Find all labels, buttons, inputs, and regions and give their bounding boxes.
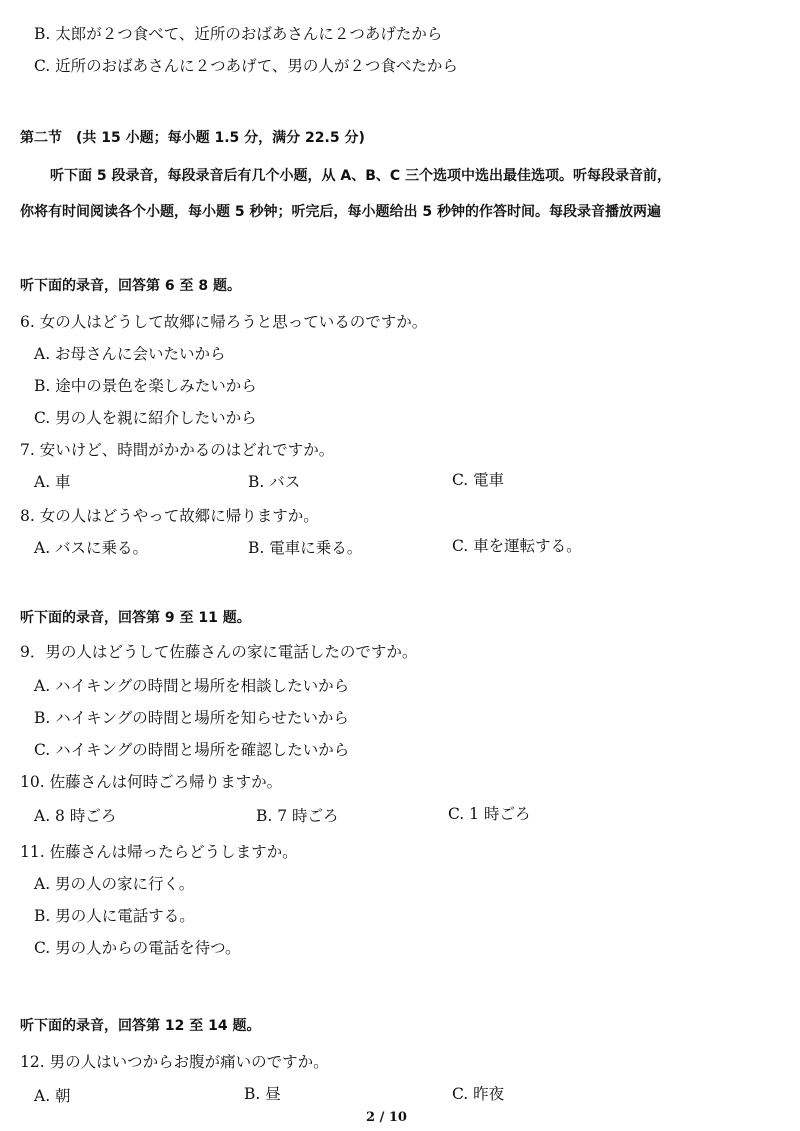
question-9-option-b: B. ハイキングの時間と場所を知らせたいから (34, 709, 349, 727)
question-6-option-c: C. 男の人を親に紹介したいから (34, 409, 257, 427)
page-number: 2 / 10 (366, 1110, 407, 1125)
group-intro-12-14: 听下面的录音，回答第 12 至 14 题。 (20, 1018, 261, 1034)
question-10-option-a: A. 8 時ごろ (34, 807, 117, 825)
question-11-option-a: A. 男の人の家に行く。 (34, 875, 195, 893)
question-10-option-b: B. 7 時ごろ (256, 807, 339, 825)
question-12-stem: 12. 男の人はいつからお腹が痛いのですか。 (20, 1053, 329, 1071)
option-b-prev: B. 太郎が２つ食べて、近所のおばあさんに２つあげたから (34, 25, 443, 43)
question-11-option-c: C. 男の人からの電話を待つ。 (34, 939, 241, 957)
question-8-option-c: C. 車を運転する。 (452, 537, 582, 555)
section-heading: 第二节 (共 15 小题；每小题 1.5 分，满分 22.5 分) (20, 130, 365, 146)
question-7-option-a: A. 車 (34, 473, 71, 491)
question-9-option-a: A. ハイキングの時間と場所を相談したいから (34, 677, 350, 695)
question-11-stem: 11. 佐藤さんは帰ったらどうしますか。 (20, 843, 298, 861)
question-12-option-a: A. 朝 (34, 1087, 71, 1105)
group-intro-6-8: 听下面的录音，回答第 6 至 8 题。 (20, 278, 241, 294)
question-8-option-a: A. バスに乗る。 (34, 539, 149, 557)
question-7-stem: 7. 安いけど、時間がかかるのはどれですか。 (20, 441, 335, 459)
option-c-prev: C. 近所のおばあさんに２つあげて、男の人が２つ食べたから (34, 57, 458, 75)
question-9-stem: 9．男の人はどうして佐藤さんの家に電話したのですか。 (20, 643, 418, 661)
section-instructions-line2: 你将有时间阅读各个小题，每小题 5 秒钟；听完后，每小题给出 5 秒钟的作答时间。每段录音播放两遍 (20, 204, 661, 220)
question-12-option-c: C. 昨夜 (452, 1085, 505, 1103)
question-6-stem: 6. 女の人はどうして故郷に帰ろうと思っているのですか。 (20, 313, 428, 331)
question-10-option-c: C. 1 時ごろ (448, 805, 531, 823)
question-6-option-a: A. お母さんに会いたいから (34, 345, 226, 363)
question-7-option-b: B. バス (248, 473, 301, 491)
question-8-stem: 8. 女の人はどうやって故郷に帰りますか。 (20, 507, 319, 525)
question-11-option-b: B. 男の人に電話する。 (34, 907, 195, 925)
question-6-option-b: B. 途中の景色を楽しみたいから (34, 377, 257, 395)
question-10-stem: 10. 佐藤さんは何時ごろ帰りますか。 (20, 773, 283, 791)
question-9-option-c: C. ハイキングの時間と場所を確認したいから (34, 741, 350, 759)
section-instructions-line1: 听下面 5 段录音，每段录音后有几个小题，从 A、B、C 三个选项中选出最佳选项。听每段录音前， (50, 168, 672, 184)
question-8-option-b: B. 電車に乗る。 (248, 539, 363, 557)
group-intro-9-11: 听下面的录音，回答第 9 至 11 题。 (20, 610, 251, 626)
question-12-option-b: B. 昼 (244, 1085, 281, 1103)
question-7-option-c: C. 電車 (452, 471, 505, 489)
